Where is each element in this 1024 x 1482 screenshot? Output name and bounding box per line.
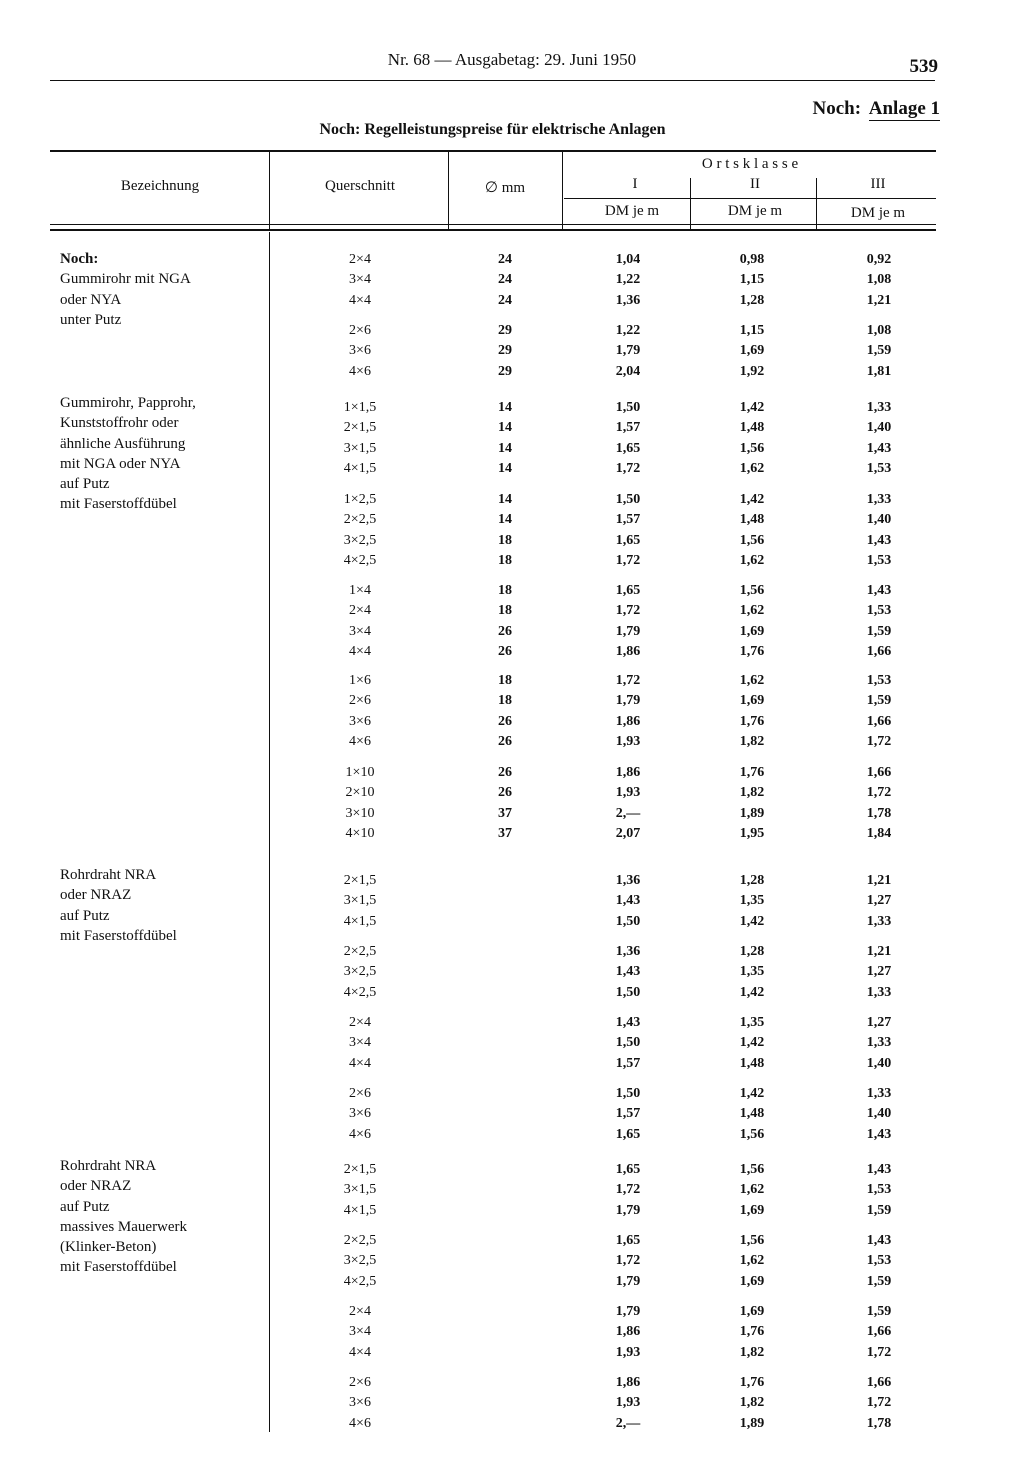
- diameter-cell: 14: [498, 492, 512, 507]
- price-class-ii-cell: 1,42: [739, 1086, 765, 1101]
- diameter-cell: 14: [498, 420, 512, 436]
- description-line: Noch:: [60, 251, 99, 267]
- querschnitt-cell: 2×6: [349, 1086, 371, 1101]
- querschnitt-cell: 1×1,5: [343, 400, 377, 415]
- price-class-ii-cell: 1,42: [739, 913, 765, 929]
- price-class-ii-cell: 1,56: [739, 440, 765, 456]
- price-class-i-cell: 1,57: [615, 1106, 641, 1122]
- price-class-i-cell: 1,79: [615, 343, 641, 359]
- querschnitt-cell: 4×2,5: [343, 1273, 377, 1289]
- price-class-iii-cell: 1,33: [866, 913, 892, 929]
- price-class-ii-cell: 1,82: [739, 733, 765, 749]
- anlage-title: Anlage 1: [868, 98, 940, 119]
- price-class-i-cell: 1,43: [615, 964, 641, 980]
- description-line: auf Putz: [60, 476, 110, 493]
- price-class-ii-cell: 1,42: [739, 400, 765, 415]
- price-class-iii-cell: 1,08: [866, 272, 892, 288]
- price-class-ii-cell: 1,62: [739, 603, 765, 619]
- price-class-iii-cell: 1,27: [866, 1015, 892, 1030]
- header-class-iii: III: [870, 176, 886, 192]
- group-description-3: [60, 865, 260, 946]
- price-class-i-cell: 1,04: [615, 252, 641, 267]
- price-class-ii-cell: 1,56: [739, 532, 765, 548]
- price-class-iii-cell: 1,78: [866, 1415, 892, 1431]
- querschnitt-cell: 3×1,5: [343, 1182, 377, 1198]
- group-description-2: [60, 393, 260, 515]
- description-line: Rohrdraht NRA: [60, 1158, 157, 1174]
- querschnitt-cell: 3×4: [349, 623, 371, 639]
- querschnitt-cell: 3×6: [349, 1106, 371, 1122]
- header-unit-iii: DM je m: [850, 205, 906, 221]
- price-class-ii-cell: 1,28: [739, 292, 765, 308]
- price-class-i-cell: 1,72: [615, 603, 641, 619]
- price-class-ii-cell: 1,28: [739, 873, 765, 888]
- price-class-i-cell: 1,50: [615, 1086, 641, 1101]
- price-class-iii-cell: 1,43: [866, 583, 892, 598]
- price-class-iii-cell: 1,84: [866, 825, 892, 841]
- description-line: Rohrdraht NRA: [60, 867, 157, 883]
- price-class-ii-cell: 1,56: [739, 1162, 765, 1177]
- price-class-i-cell: 1,36: [615, 292, 641, 308]
- diameter-cell: 14: [498, 400, 512, 415]
- description-line: Gummirohr mit NGA: [60, 271, 191, 288]
- querschnitt-cell: 1×2,5: [343, 492, 377, 507]
- col-divider-4: [690, 178, 691, 230]
- col-divider-5: [816, 178, 817, 230]
- price-class-iii-cell: 1,53: [866, 1253, 892, 1269]
- price-class-iii-cell: 1,33: [866, 400, 892, 415]
- querschnitt-cell: 3×4: [349, 1324, 371, 1340]
- price-class-iii-cell: 1,53: [866, 552, 892, 568]
- description-line: mit Faserstoffdübel: [60, 496, 177, 513]
- price-class-iii-cell: 1,27: [866, 893, 892, 909]
- price-class-i-cell: 1,57: [615, 420, 641, 436]
- price-class-ii-cell: 1,69: [739, 1304, 765, 1319]
- diameter-cell: 29: [498, 343, 512, 359]
- price-class-ii-cell: 1,76: [739, 713, 765, 729]
- price-class-ii-cell: 1,35: [739, 1015, 765, 1030]
- price-class-ii-cell: 1,48: [739, 1106, 765, 1122]
- description-line: Gummirohr, Papprohr,: [60, 395, 196, 411]
- price-class-ii-cell: 1,28: [739, 944, 765, 959]
- price-class-i-cell: 1,93: [615, 1344, 641, 1360]
- price-class-iii-cell: 1,59: [866, 1202, 892, 1218]
- querschnitt-cell: 2×4: [349, 1304, 371, 1319]
- querschnitt-cell: 4×4: [349, 1344, 371, 1360]
- table-top-rule: [50, 150, 936, 152]
- price-class-i-cell: 1,72: [615, 1253, 641, 1269]
- description-line: (Klinker-Beton): [60, 1239, 157, 1256]
- header-rule: [50, 80, 935, 81]
- price-class-i-cell: 1,65: [615, 440, 641, 456]
- querschnitt-cell: 2×1,5: [343, 1162, 377, 1177]
- querschnitt-cell: 2×10: [345, 785, 375, 801]
- querschnitt-cell: 4×6: [349, 1415, 371, 1431]
- querschnitt-cell: 2×1,5: [343, 420, 377, 436]
- price-class-i-cell: 1,79: [615, 1273, 641, 1289]
- querschnitt-cell: 4×10: [345, 825, 375, 841]
- price-class-i-cell: 1,50: [615, 1035, 641, 1051]
- price-class-iii-cell: 1,21: [866, 292, 892, 308]
- price-class-iii-cell: 0,92: [866, 252, 892, 267]
- price-class-iii-cell: 1,81: [866, 363, 892, 379]
- price-class-iii-cell: 1,72: [866, 1395, 892, 1411]
- header-unit-ii: DM je m: [727, 203, 783, 219]
- price-class-ii-cell: 1,69: [739, 693, 765, 709]
- querschnitt-cell: 3×2,5: [343, 532, 377, 548]
- price-class-iii-cell: 1,72: [866, 733, 892, 749]
- querschnitt-cell: 2×4: [349, 252, 371, 267]
- price-class-iii-cell: 1,43: [866, 1126, 892, 1142]
- table-subtitle: Noch: Regelleistungspreise für elektrische Anlagen: [319, 121, 666, 138]
- diameter-cell: 14: [498, 460, 512, 476]
- header-ortsklasse: O r t s k l a s s e: [701, 156, 799, 172]
- diameter-cell: 14: [498, 512, 512, 528]
- diameter-cell: 26: [498, 713, 512, 729]
- price-class-iii-cell: 1,59: [866, 1273, 892, 1289]
- price-class-ii-cell: 1,69: [739, 623, 765, 639]
- diameter-cell: 18: [498, 603, 512, 619]
- group-description-4: [60, 1156, 260, 1278]
- header-querschnitt: Querschnitt: [325, 178, 395, 194]
- price-class-i-cell: 1,43: [615, 1015, 641, 1030]
- price-class-iii-cell: 1,53: [866, 603, 892, 619]
- price-class-i-cell: 1,72: [615, 460, 641, 476]
- price-class-iii-cell: 1,66: [866, 643, 892, 659]
- querschnitt-cell: 3×6: [349, 1395, 371, 1411]
- price-class-i-cell: 1,86: [615, 765, 641, 780]
- table-header-rule: [50, 224, 936, 225]
- price-class-ii-cell: 1,76: [739, 765, 765, 780]
- querschnitt-cell: 3×1,5: [343, 893, 377, 909]
- price-class-iii-cell: 1,66: [866, 765, 892, 780]
- price-class-i-cell: 1,65: [615, 1162, 641, 1177]
- price-class-ii-cell: 1,82: [739, 1395, 765, 1411]
- price-class-ii-cell: 1,89: [739, 1415, 765, 1431]
- anlage-label: [812, 98, 940, 120]
- querschnitt-cell: 4×2,5: [343, 552, 377, 568]
- price-class-iii-cell: 1,21: [866, 944, 892, 959]
- price-class-i-cell: 1,50: [615, 400, 641, 415]
- price-class-iii-cell: 1,59: [866, 623, 892, 639]
- anlage-prefix: Noch:: [812, 98, 862, 119]
- description-line: oder NRAZ: [60, 1178, 132, 1195]
- price-class-iii-cell: 1,66: [866, 713, 892, 729]
- description-line: mit NGA oder NYA: [60, 455, 181, 472]
- diameter-cell: 18: [498, 532, 512, 548]
- querschnitt-cell: 3×10: [345, 805, 375, 821]
- price-class-iii-cell: 1,66: [866, 1375, 892, 1390]
- price-class-i-cell: 1,57: [615, 1055, 641, 1071]
- price-class-ii-cell: 1,35: [739, 893, 765, 909]
- price-class-ii-cell: 1,56: [739, 583, 765, 598]
- price-class-iii-cell: 1,40: [866, 1055, 892, 1071]
- querschnitt-cell: 3×6: [349, 713, 371, 729]
- querschnitt-cell: 3×4: [349, 272, 371, 288]
- price-class-i-cell: 1,22: [615, 272, 641, 288]
- price-class-iii-cell: 1,53: [866, 460, 892, 476]
- price-class-ii-cell: 1,76: [739, 1375, 765, 1390]
- price-class-iii-cell: 1,40: [866, 512, 892, 528]
- price-class-i-cell: 1,86: [615, 1324, 641, 1340]
- querschnitt-cell: 4×6: [349, 363, 371, 379]
- price-class-iii-cell: 1,33: [866, 984, 892, 1000]
- price-class-iii-cell: 1,66: [866, 1324, 892, 1340]
- price-class-i-cell: 1,65: [615, 1126, 641, 1142]
- querschnitt-cell: 4×4: [349, 643, 371, 659]
- price-class-ii-cell: 1,69: [739, 343, 765, 359]
- price-class-ii-cell: 1,42: [739, 984, 765, 1000]
- price-class-i-cell: 1,86: [615, 713, 641, 729]
- price-class-iii-cell: 1,53: [866, 673, 892, 688]
- querschnitt-cell: 4×6: [349, 1126, 371, 1142]
- diameter-cell: 14: [498, 440, 512, 456]
- price-class-iii-cell: 1,33: [866, 1086, 892, 1101]
- table-header-rule-double: [50, 229, 936, 231]
- description-line: auf Putz: [60, 1198, 110, 1215]
- price-class-iii-cell: 1,40: [866, 1106, 892, 1122]
- price-class-ii-cell: 1,42: [739, 492, 765, 507]
- price-class-i-cell: 1,86: [615, 1375, 641, 1390]
- description-line: mit Faserstoffdübel: [60, 927, 177, 944]
- price-class-iii-cell: 1,43: [866, 1162, 892, 1177]
- price-class-i-cell: 1,79: [615, 1202, 641, 1218]
- description-line: oder NYA: [60, 291, 122, 308]
- price-class-i-cell: 1,36: [615, 944, 641, 959]
- diameter-cell: 29: [498, 363, 512, 379]
- diameter-cell: 24: [498, 252, 512, 267]
- price-class-i-cell: 1,93: [615, 785, 641, 801]
- querschnitt-cell: 2×4: [349, 1015, 371, 1030]
- querschnitt-cell: 1×10: [345, 765, 375, 780]
- price-class-i-cell: 1,86: [615, 643, 641, 659]
- price-class-ii-cell: 1,15: [739, 323, 765, 338]
- price-class-i-cell: 2,—: [615, 1415, 641, 1431]
- price-class-i-cell: 1,72: [615, 673, 641, 688]
- querschnitt-cell: 1×6: [349, 673, 371, 688]
- price-class-i-cell: 1,57: [615, 512, 641, 528]
- price-class-ii-cell: 0,98: [739, 252, 765, 267]
- price-class-i-cell: 1,65: [615, 532, 641, 548]
- price-class-i-cell: 1,65: [615, 583, 641, 598]
- description-line: unter Putz: [60, 311, 122, 328]
- querschnitt-cell: 3×1,5: [343, 440, 377, 456]
- price-class-ii-cell: 1,62: [739, 1253, 765, 1269]
- col-divider-3: [562, 152, 563, 230]
- price-class-ii-cell: 1,62: [739, 673, 765, 688]
- price-class-ii-cell: 1,56: [739, 1233, 765, 1248]
- querschnitt-cell: 4×6: [349, 733, 371, 749]
- querschnitt-cell: 4×1,5: [343, 913, 377, 929]
- price-class-ii-cell: 1,56: [739, 1126, 765, 1142]
- querschnitt-cell: 4×2,5: [343, 984, 377, 1000]
- price-class-iii-cell: 1,59: [866, 1304, 892, 1319]
- diameter-cell: 18: [498, 693, 512, 709]
- querschnitt-cell: 3×2,5: [343, 1253, 377, 1269]
- price-class-iii-cell: 1,27: [866, 964, 892, 980]
- price-class-iii-cell: 1,43: [866, 440, 892, 456]
- querschnitt-cell: 2×6: [349, 323, 371, 338]
- price-class-iii-cell: 1,08: [866, 323, 892, 338]
- querschnitt-cell: 2×2,5: [343, 1233, 377, 1248]
- body-col-divider-1: [269, 232, 270, 1432]
- querschnitt-cell: 2×1,5: [343, 873, 377, 888]
- col-divider-1: [269, 152, 270, 230]
- querschnitt-cell: 4×1,5: [343, 460, 377, 476]
- header-bezeichnung: Bezeichnung: [120, 178, 200, 194]
- price-class-i-cell: 1,50: [615, 492, 641, 507]
- description-line: Kunststoffrohr oder: [60, 415, 179, 432]
- diameter-cell: 26: [498, 643, 512, 659]
- price-class-ii-cell: 1,92: [739, 363, 765, 379]
- price-class-iii-cell: 1,43: [866, 1233, 892, 1248]
- price-class-ii-cell: 1,48: [739, 1055, 765, 1071]
- group-description-1: [60, 249, 260, 330]
- price-class-iii-cell: 1,40: [866, 420, 892, 436]
- diameter-cell: 37: [498, 805, 512, 821]
- price-class-i-cell: 1,22: [615, 323, 641, 338]
- page-number: 539: [909, 56, 938, 77]
- price-class-i-cell: 1,79: [615, 693, 641, 709]
- price-class-i-cell: 2,—: [615, 805, 641, 821]
- price-class-i-cell: 1,36: [615, 873, 641, 888]
- description-line: auf Putz: [60, 907, 110, 924]
- diameter-cell: 26: [498, 623, 512, 639]
- price-class-ii-cell: 1,48: [739, 420, 765, 436]
- price-class-i-cell: 1,65: [615, 1233, 641, 1248]
- price-class-ii-cell: 1,48: [739, 512, 765, 528]
- header-unit-i: DM je m: [604, 203, 660, 219]
- price-class-ii-cell: 1,95: [739, 825, 765, 841]
- diameter-cell: 37: [498, 825, 512, 841]
- description-line: ähnliche Ausführung: [60, 435, 186, 452]
- price-class-i-cell: 1,93: [615, 1395, 641, 1411]
- price-class-ii-cell: 1,82: [739, 785, 765, 801]
- querschnitt-cell: 1×4: [349, 583, 371, 598]
- price-class-i-cell: 1,72: [615, 1182, 641, 1198]
- querschnitt-cell: 4×4: [349, 1055, 371, 1071]
- price-class-ii-cell: 1,42: [739, 1035, 765, 1051]
- price-class-ii-cell: 1,82: [739, 1344, 765, 1360]
- price-class-iii-cell: 1,59: [866, 693, 892, 709]
- price-class-i-cell: 1,50: [615, 984, 641, 1000]
- querschnitt-cell: 3×2,5: [343, 964, 377, 980]
- price-class-ii-cell: 1,35: [739, 964, 765, 980]
- price-class-ii-cell: 1,15: [739, 272, 765, 288]
- price-class-iii-cell: 1,78: [866, 805, 892, 821]
- price-class-iii-cell: 1,59: [866, 343, 892, 359]
- querschnitt-cell: 2×6: [349, 1375, 371, 1390]
- description-line: massives Mauerwerk: [60, 1218, 188, 1235]
- description-line: oder NRAZ: [60, 887, 132, 904]
- diameter-cell: 18: [498, 583, 512, 598]
- issue-header: Nr. 68 — Ausgabetag: 29. Juni 1950: [387, 50, 637, 69]
- price-class-iii-cell: 1,33: [866, 1035, 892, 1051]
- ortsklasse-subrule: [564, 198, 936, 199]
- querschnitt-cell: 3×4: [349, 1035, 371, 1051]
- querschnitt-cell: 3×6: [349, 343, 371, 359]
- price-class-iii-cell: 1,43: [866, 532, 892, 548]
- price-class-iii-cell: 1,53: [866, 1182, 892, 1198]
- querschnitt-cell: 2×2,5: [343, 512, 377, 528]
- price-class-iii-cell: 1,72: [866, 785, 892, 801]
- diameter-cell: 26: [498, 765, 512, 780]
- price-class-i-cell: 1,72: [615, 552, 641, 568]
- price-class-ii-cell: 1,62: [739, 1182, 765, 1198]
- price-class-ii-cell: 1,69: [739, 1273, 765, 1289]
- price-class-ii-cell: 1,69: [739, 1202, 765, 1218]
- price-class-i-cell: 1,79: [615, 1304, 641, 1319]
- col-divider-2: [448, 152, 449, 230]
- querschnitt-cell: 2×4: [349, 603, 371, 619]
- price-class-ii-cell: 1,89: [739, 805, 765, 821]
- price-class-i-cell: 1,43: [615, 893, 641, 909]
- querschnitt-cell: 2×2,5: [343, 944, 377, 959]
- price-class-i-cell: 1,50: [615, 913, 641, 929]
- diameter-cell: 18: [498, 552, 512, 568]
- price-class-i-cell: 2,04: [615, 363, 641, 379]
- price-class-ii-cell: 1,62: [739, 460, 765, 476]
- diameter-cell: 24: [498, 292, 512, 308]
- querschnitt-cell: 4×4: [349, 292, 371, 308]
- price-class-iii-cell: 1,72: [866, 1344, 892, 1360]
- price-class-iii-cell: 1,21: [866, 873, 892, 888]
- description-line: mit Faserstoffdübel: [60, 1259, 177, 1276]
- diameter-cell: 24: [498, 272, 512, 288]
- price-class-ii-cell: 1,76: [739, 1324, 765, 1340]
- header-class-ii: II: [750, 176, 760, 192]
- querschnitt-cell: 4×1,5: [343, 1202, 377, 1218]
- diameter-cell: 26: [498, 785, 512, 801]
- price-class-i-cell: 1,93: [615, 733, 641, 749]
- price-class-i-cell: 2,07: [615, 825, 641, 841]
- price-class-ii-cell: 1,62: [739, 552, 765, 568]
- diameter-cell: 26: [498, 733, 512, 749]
- diameter-cell: 18: [498, 673, 512, 688]
- header-class-i: I: [632, 176, 638, 192]
- querschnitt-cell: 2×6: [349, 693, 371, 709]
- price-class-i-cell: 1,79: [615, 623, 641, 639]
- diameter-cell: 29: [498, 323, 512, 338]
- price-class-iii-cell: 1,33: [866, 492, 892, 507]
- price-class-ii-cell: 1,76: [739, 643, 765, 659]
- header-durchmesser: ∅ mm: [484, 180, 526, 196]
